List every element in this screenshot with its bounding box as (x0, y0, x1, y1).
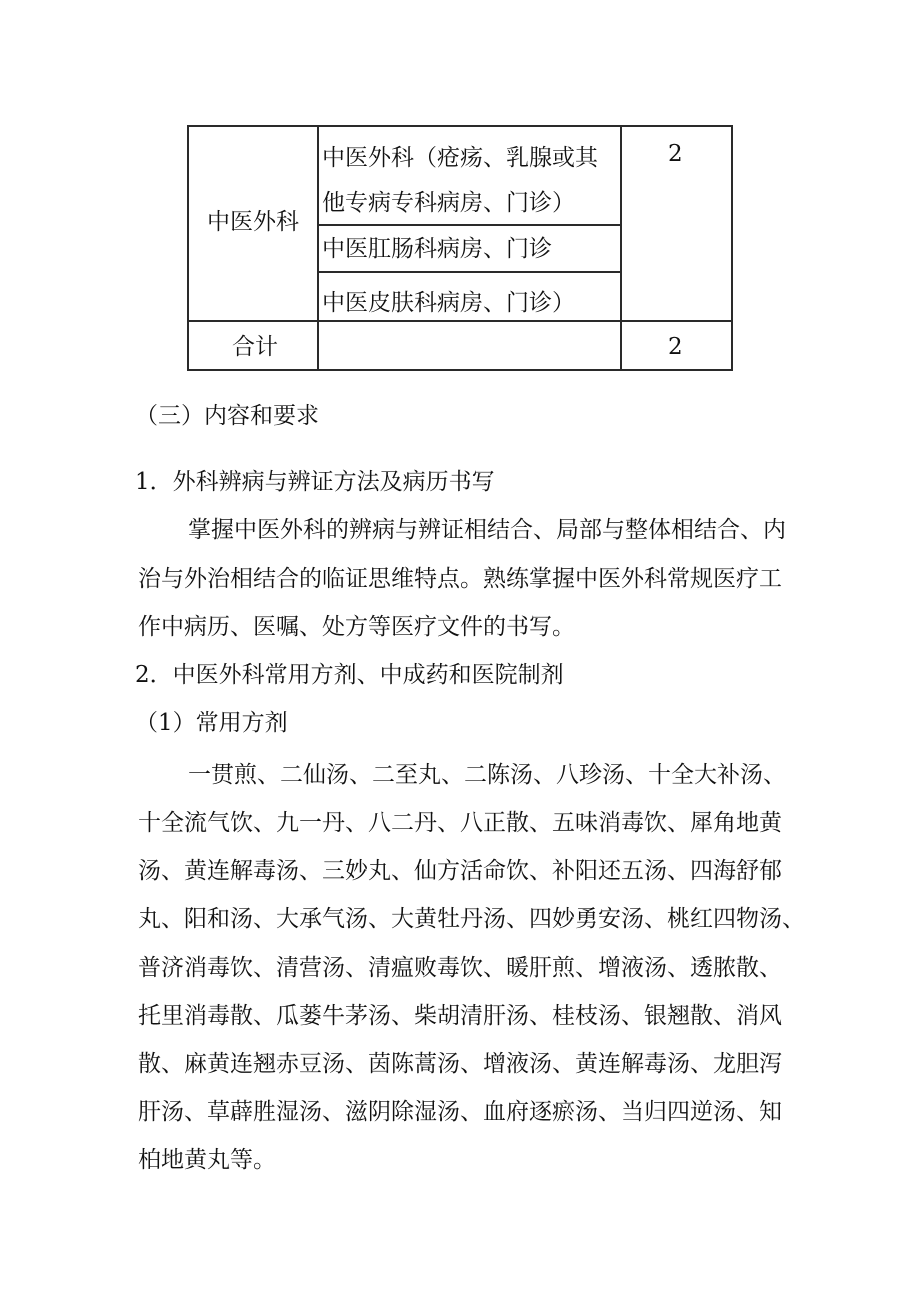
item2-line-8: 肝汤、草薜胜湿汤、滋阴除湿汤、血府逐瘀汤、当归四逆汤、知 (138, 1099, 782, 1125)
item2-line-3: 汤、黄连解毒汤、三妙丸、仙方活命饮、补阳还五汤、四海舒郁 (138, 858, 782, 884)
table-row-divider-1 (317, 224, 621, 226)
item2-subtitle: （1）常用方剂 (135, 710, 288, 736)
item2-line-9: 柏地黄丸等。 (138, 1147, 276, 1173)
item1-line-1: 掌握中医外科的辨病与辨证相结合、局部与整体相结合、内 (188, 517, 786, 543)
item2-line-5: 普济消毒饮、清营汤、清瘟败毒饮、暖肝煎、增液汤、透脓散、 (138, 955, 782, 981)
item1-line-2: 治与外治相结合的临证思维特点。熟练掌握中医外科常规医疗工 (138, 566, 782, 592)
item1-line-3: 作中病历、医嘱、处方等医疗文件的书写。 (138, 614, 575, 640)
total-label-cell: 合计 (232, 334, 278, 360)
item1-title: 1．外科辨病与辨证方法及病历书写 (135, 469, 495, 495)
item2-line-6: 托里消毒散、瓜蒌牛茅汤、柴胡清肝汤、桂枝汤、银翘散、消风 (138, 1003, 782, 1029)
department-cell: 中医外科 (207, 209, 299, 235)
item2-line-7: 散、麻黄连翘赤豆汤、茵陈蒿汤、增液汤、黄连解毒汤、龙胆泻 (138, 1051, 782, 1077)
subrow-1-line-2: 他专病专科病房、门诊） (322, 190, 575, 216)
subrow-3: 中医皮肤科病房、门诊） (322, 290, 575, 316)
table-col-divider-2 (620, 125, 622, 370)
table-border-bottom (187, 369, 733, 371)
table-row-divider-2 (317, 271, 621, 273)
table-border-left (187, 125, 189, 370)
item2-title: 2．中医外科常用方剂、中成药和医院制剂 (135, 662, 564, 688)
subrow-2: 中医肛肠科病房、门诊 (322, 236, 552, 262)
item2-line-2: 十全流气饮、九一丹、八二丹、八正散、五味消毒饮、犀角地黄 (138, 810, 782, 836)
training-table (0, 0, 920, 400)
item2-line-4: 丸、阳和汤、大承气汤、大黄牡丹汤、四妙勇安汤、桃红四物汤、 (138, 906, 805, 932)
item2-line-1: 一贯煎、二仙汤、二至丸、二陈汤、八珍汤、十全大补汤、 (188, 762, 786, 788)
section-heading: （三）内容和要求 (135, 403, 319, 429)
count-cell: 2 (668, 141, 683, 167)
table-col-divider-1 (317, 125, 319, 370)
subrow-1-line-1: 中医外科（疮疡、乳腺或其 (322, 145, 598, 171)
table-border-top (187, 125, 733, 127)
total-count-cell: 2 (668, 334, 683, 360)
table-border-right (731, 125, 733, 370)
table-total-divider (187, 320, 733, 322)
